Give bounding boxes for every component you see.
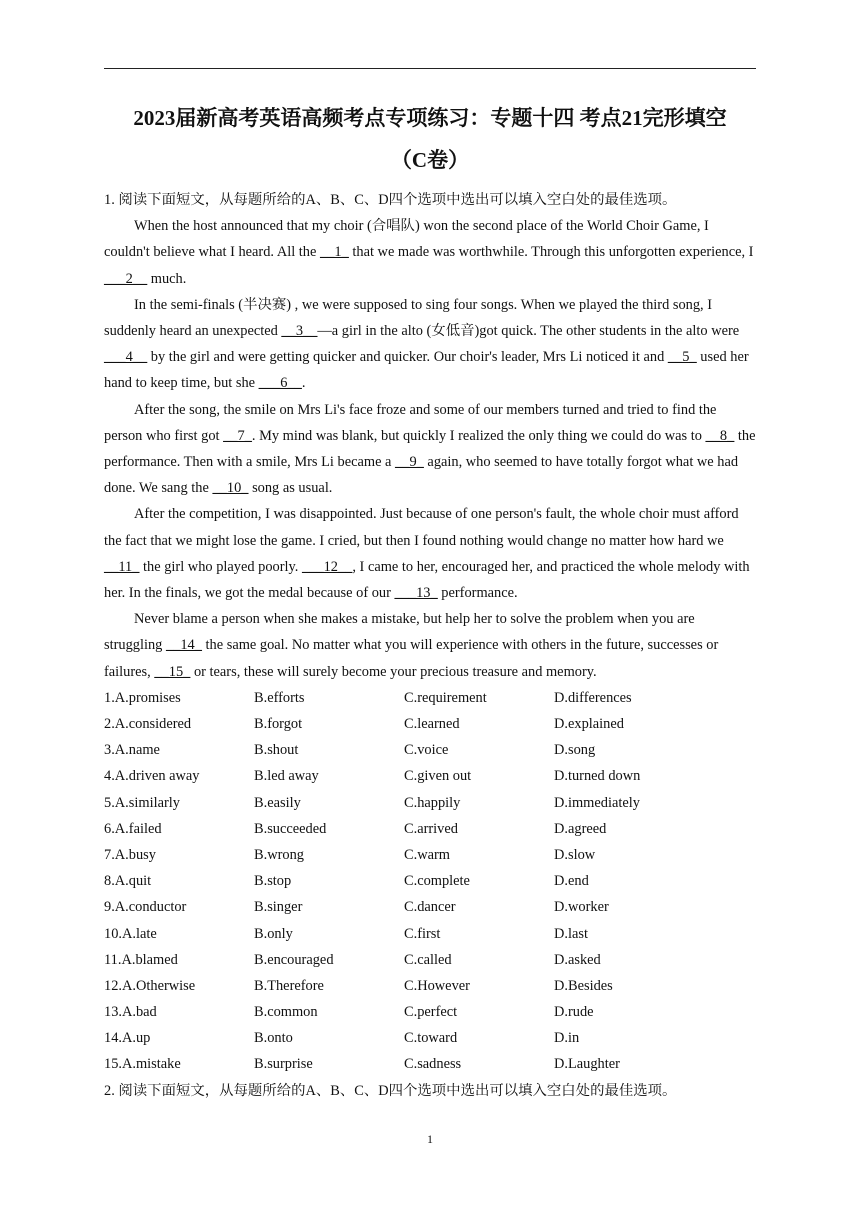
blank-13: ___13_ [394,585,438,602]
passage-text: by the girl and were getting quicker and quicker. Our choir's leader, Mrs Li noticed it and [147,349,668,366]
option-b: B.Therefore [254,977,324,994]
option-c: C.However [404,977,470,994]
option-d: D.in [554,1030,580,1047]
option-row-13 [104,999,756,1025]
option-b: B.onto [254,1030,293,1047]
option-d: D.asked [554,951,601,968]
page-subtitle: （C卷） [390,148,470,172]
option-row-15 [104,1051,756,1077]
document-body [104,187,756,1104]
passage-text: much. [147,270,187,287]
blank-2: ___2__ [104,270,148,287]
page-number: 1 [427,1132,433,1146]
option-d: D.turned down [554,768,641,785]
option-row-12 [104,973,756,999]
passage-text: After the song, the smile on Mrs Li's face froze and some of our members turned and tried to find the person who first got [104,401,717,444]
blank-6: ___6__ [258,375,302,392]
option-b: B.forgot [254,716,303,733]
option-c: C.happily [404,794,461,811]
question-2-instruction: 2. 阅读下面短文，从每题所给的A、B、C、D四个选项中选出可以填入空白处的最佳选项。 [104,1082,677,1099]
option-a: 3.A.name [104,742,160,759]
option-c: C.sadness [404,1056,462,1073]
option-b: B.encouraged [254,951,334,968]
passage-text: In the semi-finals (半决赛) , we were supposed to sing four songs. When we played the third song, I suddenly heard an unexpected [104,296,713,340]
option-a: 13.A.bad [104,1004,157,1021]
option-b: B.only [254,925,293,942]
passage-text: that we made was worthwhile. Through this unforgotten experience, I [348,244,754,261]
options-list [104,685,756,1078]
option-c: C.toward [404,1030,458,1047]
option-row-3 [104,737,756,763]
option-a: 8.A.quit [104,873,152,890]
option-a: 6.A.failed [104,820,162,837]
header-rule [104,68,756,69]
blank-5: __5_ [667,349,697,366]
option-c: C.warm [404,846,450,863]
passage-paragraph-5 [104,606,756,685]
option-d: D.Laughter [554,1056,620,1073]
option-b: B.wrong [254,846,304,863]
blank-14: __14_ [165,637,202,654]
option-row-2 [104,711,756,737]
option-a: 15.A.mistake [104,1056,181,1073]
option-row-8 [104,868,756,894]
option-row-10 [104,921,756,947]
page-title: 2023届新高考英语高频考点专项练习：专题十四 考点21完形填空 [133,106,727,130]
option-a: 11.A.blamed [104,951,178,968]
passage-text: . [301,375,306,392]
passage-text: , I came to her, encouraged her, and practiced the whole melody with her. In the finals, we got the medal because of our [104,558,750,602]
option-c: C.voice [404,742,449,759]
passage-text: . My mind was blank, but quickly I realized the only thing we could do was to [251,427,706,444]
passage-paragraph-1 [104,213,756,292]
blank-3: __3__ [281,323,318,340]
option-row-5 [104,790,756,816]
option-b: B.common [254,1004,318,1021]
passage-text: again, who seemed to have totally forgot what we had done. We sang the [104,454,739,497]
option-d: D.end [554,873,589,890]
option-b: B.surprise [254,1056,313,1073]
passage-paragraph-3 [104,397,756,502]
blank-4: ___4__ [104,349,148,366]
option-d: D.song [554,742,596,759]
option-b: B.easily [254,794,301,811]
option-a: 9.A.conductor [104,899,187,916]
blank-8: __8_ [705,427,735,444]
passage-text: used her hand to keep time, but she [104,349,749,392]
passage-text: performance. [437,585,518,602]
option-d: D.immediately [554,794,640,811]
option-row-1 [104,685,756,711]
option-a: 2.A.considered [104,716,192,733]
option-a: 4.A.driven away [104,768,200,785]
passage-text: or tears, these will surely become your precious treasure and memory. [190,663,597,680]
option-c: C.complete [404,873,470,890]
option-b: B.efforts [254,689,305,706]
blank-15: __15_ [154,663,191,680]
option-b: B.singer [254,899,303,916]
passage-text: Never blame a person when she makes a mistake, but help her to solve the problem when you are struggling [104,611,695,654]
passage-text: song as usual. [248,480,333,497]
passage-text: After the competition, I was disappointed. Just because of one person's fault, the whole choir must afford the fact that we might lose the game. I cried, but then I found nothing would change no matter how hard we [104,506,739,549]
option-c: C.dancer [404,899,456,916]
passage-paragraph-2 [104,292,756,397]
option-a: 12.A.Otherwise [104,977,196,994]
option-row-7 [104,842,756,868]
passage-text: the performance. Then with a smile, Mrs Li became a [104,427,756,471]
option-a: 7.A.busy [104,846,156,863]
option-b: B.stop [254,873,292,890]
option-d: D.last [554,925,588,942]
option-d: D.worker [554,899,609,916]
blank-1: __1_ [320,244,349,261]
blank-11: __11_ [104,558,140,575]
passage-text: the same goal. No matter what you will experience with others in the future, successes or failures, [104,637,719,680]
blank-9: __9_ [395,454,424,471]
option-c: C.given out [404,768,472,785]
option-b: B.succeeded [254,820,327,837]
option-row-4 [104,763,756,789]
passage-paragraph-4 [104,501,756,606]
blank-12: ___12__ [301,558,353,575]
option-row-14 [104,1025,756,1051]
option-c: C.first [404,925,441,942]
option-c: C.perfect [404,1004,458,1021]
blank-7: __7_ [223,427,252,444]
option-d: D.agreed [554,820,607,837]
option-row-6 [104,816,756,842]
question-1-instruction: 1. 阅读下面短文，从每题所给的A、B、C、D四个选项中选出可以填入空白处的最佳选项。 [104,192,677,208]
option-d: D.rude [554,1004,594,1021]
option-c: C.arrived [404,820,458,837]
option-d: D.Besides [554,977,613,994]
option-row-11 [104,947,756,973]
option-c: C.requirement [404,689,487,706]
passage-text: —a girl in the alto (女低音)got quick. The other students in the alto were [317,323,740,340]
option-a: 1.A.promises [104,689,181,706]
option-a: 5.A.similarly [104,794,180,811]
option-c: C.learned [404,716,460,733]
blank-10: __10_ [212,480,249,497]
option-a: 14.A.up [104,1030,151,1047]
option-b: B.shout [254,742,299,759]
option-d: D.differences [554,689,632,706]
passage-text: When the host announced that my choir (合唱队) won the second place of the World Choir Game, I couldn't believe what I heard. All the [104,218,709,261]
option-c: C.called [404,951,452,968]
option-d: D.explained [554,716,624,733]
option-b: B.led away [254,768,319,785]
option-d: D.slow [554,846,596,863]
option-a: 10.A.late [104,925,157,942]
passage-text: the girl who played poorly. [139,558,302,575]
option-row-9 [104,894,756,920]
